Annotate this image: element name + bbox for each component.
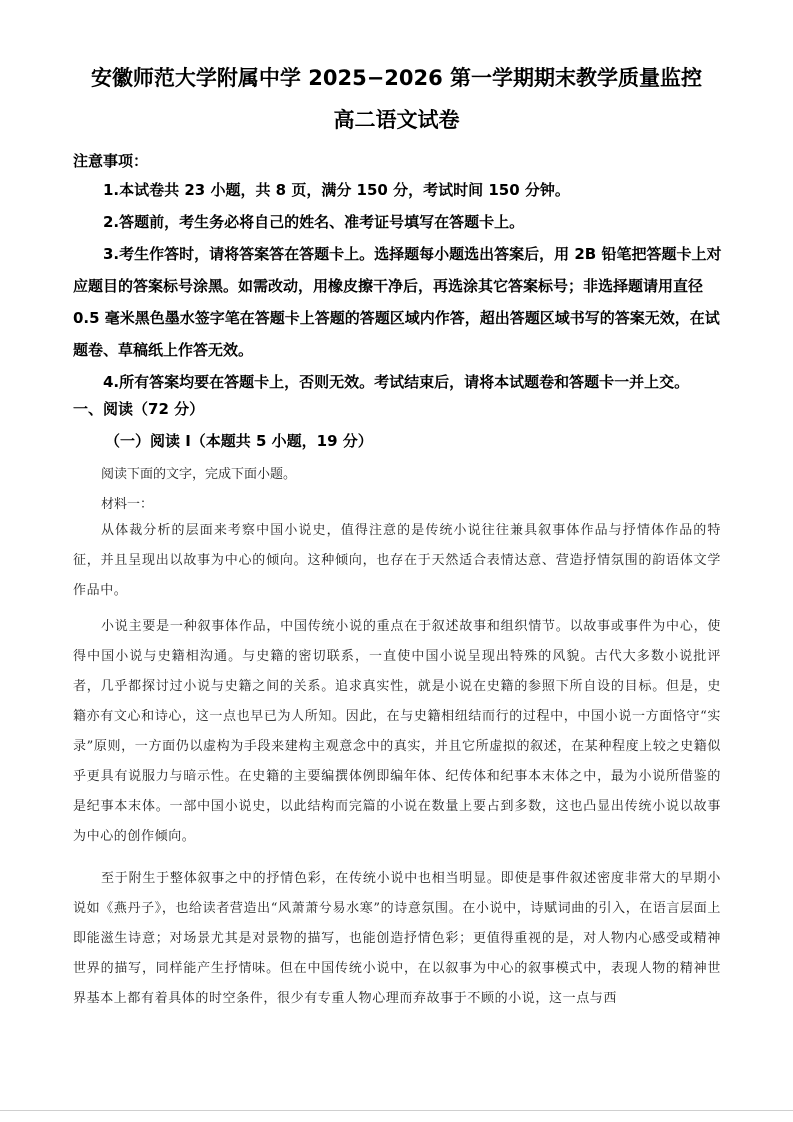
material-label: 材料一：: [101, 497, 154, 512]
passage-paragraph-2: 小说主要是一种叙事体作品，中国传统小说的重点在于叙述故事和组织情节。以故事或事件为中心，使得中国小说与史籍相沟通。与史籍的密切联系，一直使中国小说呈现出特殊的风貌。古代大多数小说批评者，几乎都探讨过小说与史籍之间的关系。追求真实性，就是小说在史籍的参照下所自设的目标。但是，史籍亦有文心和诗心，这一点也早已为人所知。因此，在与史籍相纽结而行的过程中，中国小说一方面恪守“实录”原则，一方面仍以虚构为手段来建构主观意念中的真实，并且它所虚拟的叙述，在某种程度上较之史籍似乎更具有说服力与暗示性。在史籍的主要编撰体例即编年体、纪传体和纪事本末体之中，最为小说所借鉴的是纪事本末体。一部中国小说史，以此结构而完篇的小说在数量上要占到多数，这也凸显出传统小说以故事为中心的创作倾向。: [73, 619, 721, 844]
passage-paragraph-3: 至于附生于整体叙事之中的抒情色彩，在传统小说中也相当明显。即使是事件叙述密度非常大的早期小说如《燕丹子》，也给读者营造出“风萧萧兮易水寒”的诗意氛围。在小说中，诗赋词曲的引入，在语言层面上即能滋生诗意；对场景尤其是对景物的描写，也能创造抒情色彩；更值得重视的是，对人物内心感受或精神世界的描写，同样能产生抒情味。但在中国传统小说中，在以叙事为中心的叙事模式中，表现人物的精神世界基本上都有着具体的时空条件，很少有专重人物心理而弃故事于不顾的小说，这一点与西: [73, 871, 721, 1006]
notice-item-3: 3.考生作答时，请将答案答在答题卡上。选择题每小题选出答案后，用 2B 铅笔把答题卡上对应题目的答案标号涂黑。如需改动，用橡皮擦干净后，再选涂其它答案标号；非选择题请用直径 0.5 毫米黑色墨水签字笔在答题卡上答题的答题区域内作答，超出答题区域书写的答案无效，在试题卷、草稿纸上作答无效。: [73, 245, 722, 359]
subsection-heading: （一）阅读 I（本题共 5 小题，19 分）: [105, 432, 373, 450]
passage-paragraph-1: 从体裁分析的层面来考察中国小说史，值得注意的是传统小说往往兼具叙事体作品与抒情体作品的特征，并且呈现出以故事为中心的倾向。这种倾向，也存在于天然适合表情达意、营造抒情氛围的韵语体文学作品中。: [73, 523, 721, 598]
notice-item-2: 2.答题前，考生务必将自己的姓名、准考证号填写在答题卡上。: [103, 213, 525, 231]
page-bottom-divider: [0, 1110, 793, 1111]
notice-item-1: 1.本试卷共 23 小题，共 8 页，满分 150 分，考试时间 150 分钟。: [103, 181, 570, 199]
exam-title: 安徽师范大学附属中学 2025−2026 第一学期期末教学质量监控: [90, 66, 703, 90]
notice-item-4: 4.所有答案均要在答题卡上，否则无效。考试结束后，请将本试题卷和答题卡一并上交。: [103, 373, 690, 391]
notice-heading: 注意事项：: [73, 152, 149, 170]
reading-instruction: 阅读下面的文字，完成下面小题。: [101, 467, 297, 482]
section-heading: 一、阅读（72 分）: [73, 400, 205, 418]
exam-subtitle: 高二语文试卷: [333, 108, 460, 132]
